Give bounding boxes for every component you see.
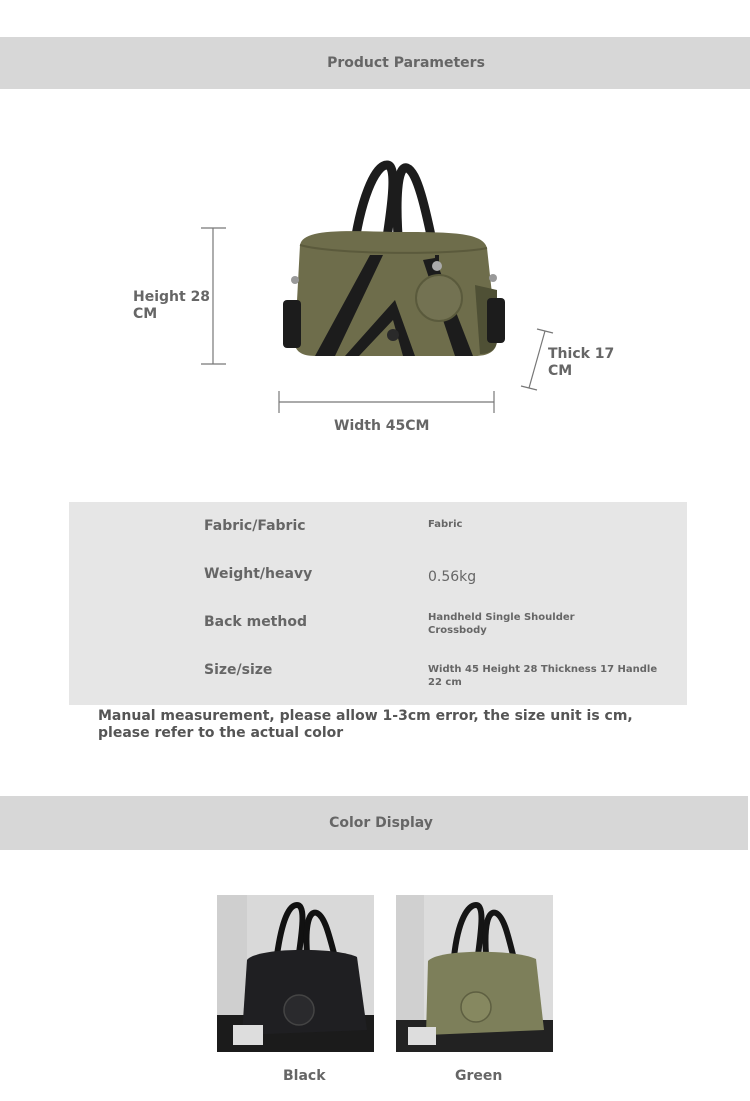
bag-product-image: [275, 160, 510, 365]
color-label-black: Black: [283, 1068, 326, 1084]
thick-label: Thick 17 CM: [548, 346, 615, 379]
spec-row: [69, 646, 687, 694]
color-option-black[interactable]: [217, 895, 374, 1052]
bag-black-image: [217, 895, 374, 1052]
spec-row: [69, 598, 687, 646]
spec-value: Handheld Single Shoulder Crossbody: [428, 612, 575, 636]
section-title: Color Display: [329, 815, 433, 831]
color-label-green: Green: [455, 1068, 503, 1084]
spec-key: Weight/heavy: [204, 566, 313, 582]
bag-green-image: [396, 895, 553, 1052]
thick-dimension-line: [529, 331, 545, 388]
height-label: Height 28 CM: [133, 289, 211, 322]
color-display-header: [0, 796, 748, 850]
section-title: Product Parameters: [327, 55, 485, 71]
spec-value: 0.56kg: [428, 569, 477, 585]
spec-key: Back method: [204, 614, 307, 630]
measurement-note: Manual measurement, please allow 1-3cm error, the size unit is cm, please refer to the actual color: [98, 708, 633, 741]
spec-key: Fabric/Fabric: [204, 518, 306, 534]
spec-table: [69, 502, 687, 705]
spec-row: [69, 502, 687, 550]
width-label: Width 45CM: [334, 418, 430, 434]
spec-value: Width 45 Height 28 Thickness 17 Handle 22 cm: [428, 664, 658, 688]
spec-key: Size/size: [204, 662, 273, 678]
color-option-green[interactable]: [396, 895, 553, 1052]
spec-value: Fabric: [428, 519, 463, 530]
spec-row: [69, 550, 687, 598]
